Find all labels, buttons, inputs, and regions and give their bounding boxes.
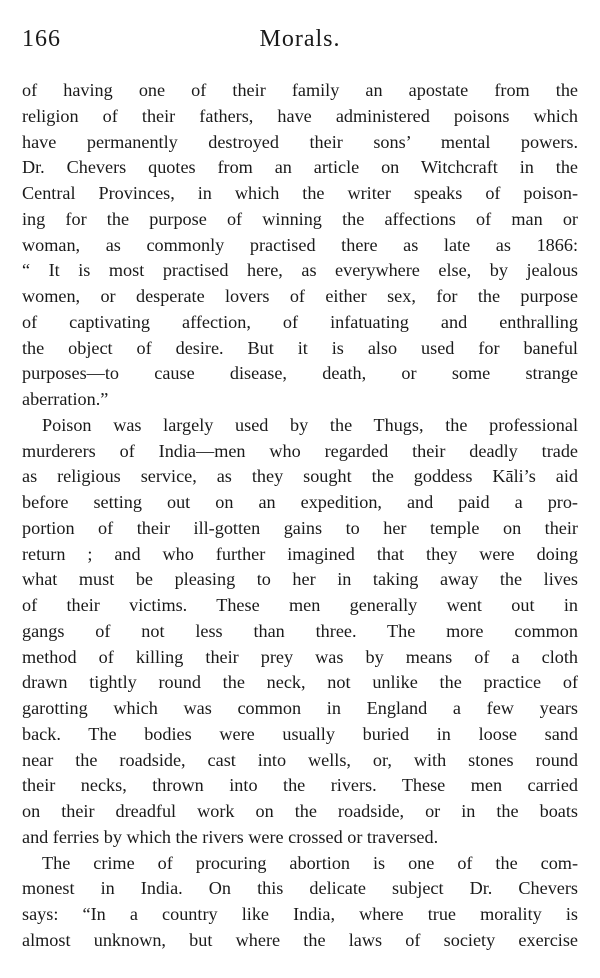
paragraph-first-line: Poison was largely used by the Thugs, the professional <box>42 414 578 435</box>
text-line: the object of desire. But it is also used for baneful <box>22 337 578 358</box>
text-line: method of killing their prey was by means of a cloth <box>22 646 578 667</box>
text-line: Dr. Chevers quotes from an article on Witchcraft in the <box>22 157 578 178</box>
text-line: woman, as commonly practised there as late as 1866: <box>22 234 578 255</box>
text-line: of having one of their family an apostate from the <box>22 80 578 100</box>
text-line: of their victims. These men generally went out in <box>22 595 578 615</box>
text-line: purposes—to cause disease, death, or some strange <box>22 363 578 384</box>
text-line: return ; and who further imagined that they were doing <box>22 543 578 564</box>
text-line: as religious service, as they sought the goddess Kāli’s aid <box>22 466 578 487</box>
text-line: religion of their fathers, have administered poisons which <box>22 105 578 126</box>
text-line: on their dreadful work on the roadside, or in the boats <box>22 801 578 821</box>
text-line: and ferries by which the rivers were crossed or traversed. <box>22 826 439 847</box>
text-line: aberration.” <box>22 389 109 409</box>
text-line: have permanently destroyed their sons’ mental powers. <box>22 131 578 152</box>
text-line: what must be pleasing to her in taking away the lives <box>22 569 578 590</box>
text-line: murderers of India—men who regarded their deadly trade <box>22 440 578 461</box>
paragraph-first-line: The crime of procuring abortion is one of the com- <box>42 852 578 873</box>
text-line: drawn tightly round the neck, not unlike the practice of <box>22 672 578 693</box>
text-line: monest in India. On this delicate subject Dr. Chevers <box>22 878 578 899</box>
text-line: ing for the purpose of winning the affections of man or <box>22 208 578 229</box>
text-line: Central Provinces, in which the writer speaks of poison- <box>22 183 578 203</box>
running-head-title: Morals. <box>259 26 341 52</box>
text-line: back. The bodies were usually buried in loose sand <box>22 723 578 744</box>
text-line: “ It is most practised here, as everywhere else, by jealous <box>22 260 578 281</box>
text-line: before setting out on an expedition, and paid a pro- <box>22 492 578 512</box>
text-line: garotting which was common in England a few years <box>22 698 578 718</box>
text-line: of captivating affection, of infatuating and enthralling <box>22 311 578 332</box>
text-line: portion of their ill-gotten gains to her temple on their <box>22 517 578 538</box>
running-head <box>22 26 578 60</box>
text-line: says: “In a country like India, where true morality is <box>22 904 578 924</box>
page-number: 166 <box>22 26 61 52</box>
text-line: their necks, thrown into the rivers. These men carried <box>22 775 578 796</box>
text-line: near the roadside, cast into wells, or, with stones round <box>22 749 578 770</box>
body-text <box>22 78 578 954</box>
text-line: women, or desperate lovers of either sex, for the purpose <box>22 286 578 306</box>
text-line: gangs of not less than three. The more common <box>22 620 578 641</box>
text-line: almost unknown, but where the laws of society exercise <box>22 929 578 950</box>
